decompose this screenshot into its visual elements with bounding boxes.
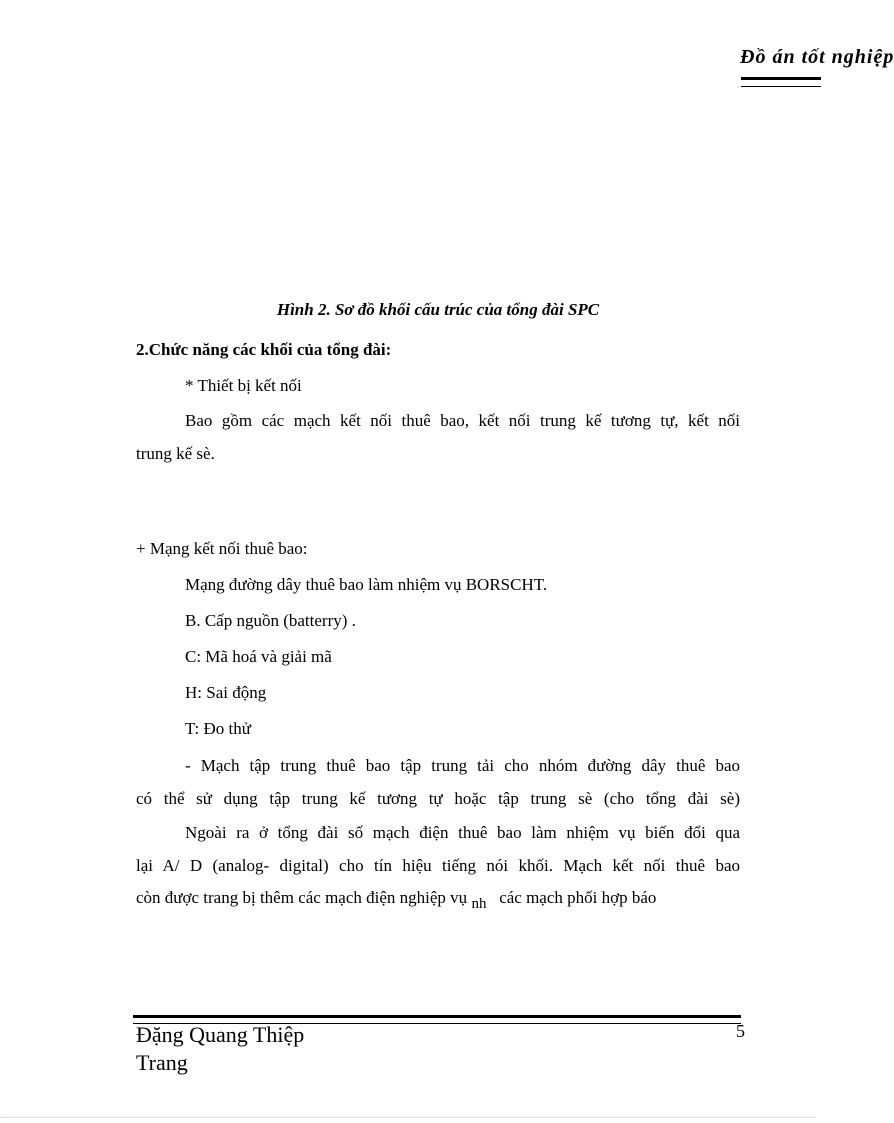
sub-heading: + Mạng kết nối thuê bao: — [136, 539, 308, 558]
borscht-line: Mạng đường dây thuê bao làm nhiệm vụ BORSCHT. — [185, 575, 548, 594]
paragraph-2-line-2: có thể sử dụng tập trung kế tương tự hoặc tập trung sè (cho tổng đài sè) — [136, 789, 740, 808]
item-c: C: Mã hoá và giải mã — [185, 647, 332, 666]
footer-author: Đặng Quang Thiệp — [136, 1022, 305, 1047]
paragraph-3-line-3-start: còn được trang bị thêm các mạch điện nghiệp vụ — [136, 888, 468, 907]
footer-trang: Trang — [136, 1050, 188, 1075]
page-bottom-border — [0, 1117, 816, 1118]
paragraph-1-line-2: trung kế sè. — [136, 444, 215, 463]
section-heading: 2.Chức năng các khối của tổng đài: — [136, 340, 392, 359]
paragraph-3-line-2: lại A/ D (analog- digital) cho tín hiệu tiếng nói khối. Mạch kết nối thuê bao — [136, 856, 740, 875]
item-thiet-bi: * Thiết bị kết nối — [185, 376, 302, 395]
paragraph-3-subscript: nh — [471, 896, 487, 912]
item-h: H: Sai động — [185, 683, 267, 702]
paragraph-2-line-1: - Mạch tập trung thuê bao tập trung tải cho nhóm đường dây thuê bao — [185, 756, 740, 775]
paragraph-1-line-1: Bao gồm các mạch kết nối thuê bao, kết nối trung kế tương tự, kết nối — [185, 411, 740, 430]
header-title: Đồ án tốt nghiệp — [740, 46, 894, 68]
item-t: T: Đo thử — [185, 719, 251, 738]
item-b: B. Cấp nguồn (batterry) . — [185, 611, 356, 630]
paragraph-3-line-3-end: các mạch phối hợp báo — [499, 888, 657, 907]
page-number: 5 — [736, 1021, 745, 1041]
header-rule — [741, 77, 821, 87]
paragraph-3-line-3 — [136, 888, 740, 912]
figure-caption: Hình 2. Sơ đồ khối cấu trúc của tổng đài SPC — [276, 300, 600, 319]
paragraph-3-line-1: Ngoài ra ở tổng đài số mạch điện thuê bao làm nhiệm vụ biến đổi qua — [185, 823, 740, 842]
